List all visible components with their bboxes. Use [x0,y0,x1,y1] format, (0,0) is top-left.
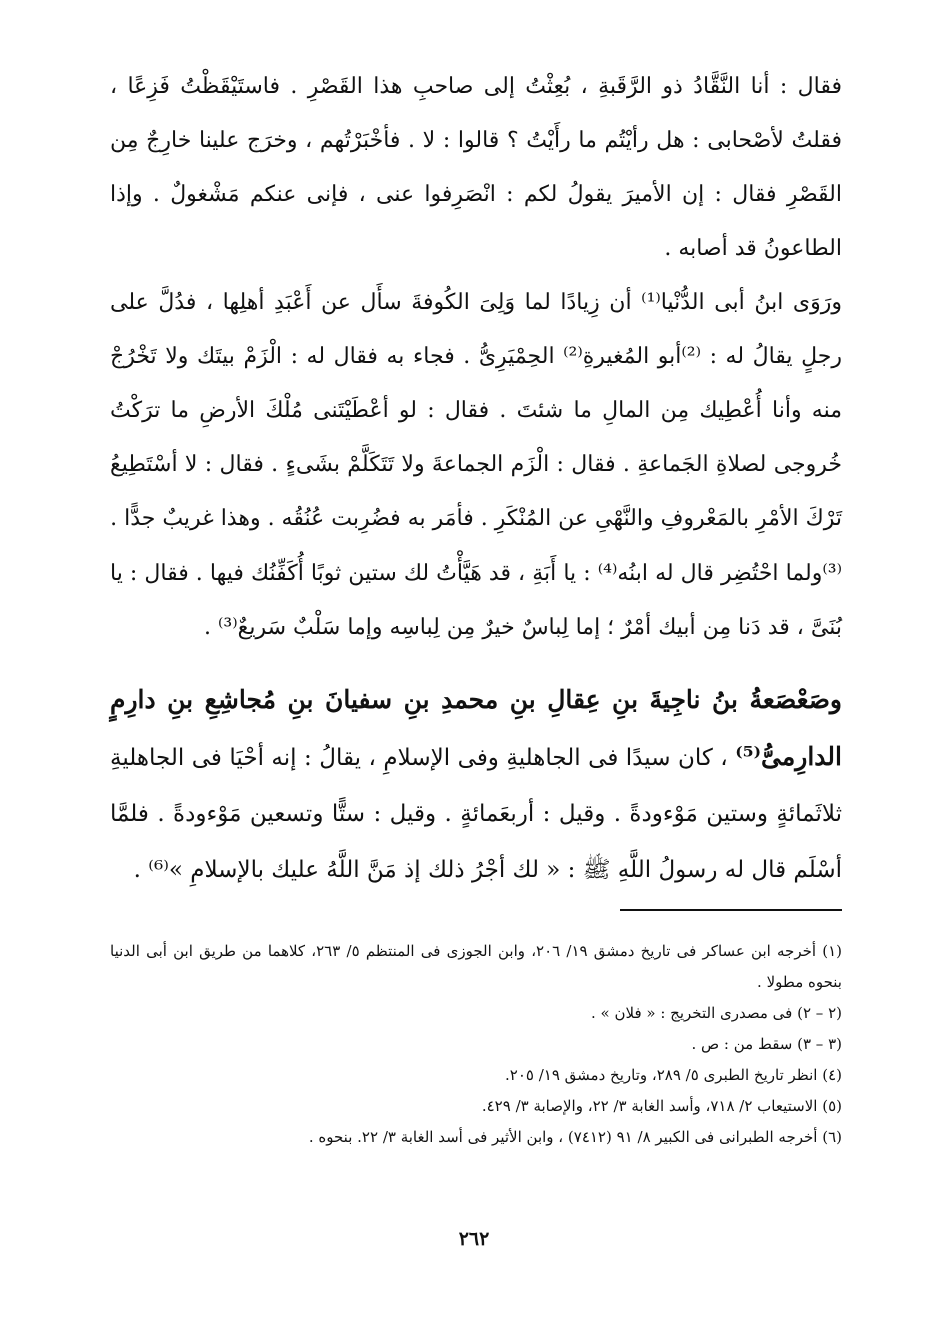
footnote-4: (٤) انظر تاريخ الطبرى ٥/ ٢٨٩، وتاريخ دمشق ١٩/ ٢٠٥. [504,1066,842,1084]
footnote-6: (٦) أخرجه الطبرانى فى الكبير ٨/ ٩١ (٧٤١٢) ، وابن الأثير فى أسد الغابة ٣/ ٢٢. بنحوه . [308,1128,842,1146]
footnote-separator [620,909,842,911]
paragraph-2: ورَوَى ابنُ أبى الدُّنْيا⁽¹⁾ أن زِيادًا لما وَلِىَ الكُوفةَ سأَل عن أَعْبَدِ أهلِها ، فدُلَّ على رجلٍ يقالُ له : ⁽²⁾أبو المُغيرةِ⁽²⁾ الحِمْيَرِىُّ . فجاء به فقال له : الْزَمْ بيتَك ولا تَخْرُجْ منه وأنا أُعْطِيك مِن المالِ ما شئتَ . فقال : لو أعْطَيْتَنى مُلْكَ الأرضِ ما ترَكْتُ خُروجى لصلاةِ الجَماعةِ . فقال : الْزَم الجماعةَ ولا تَتَكَلَّمْ بشَىءٍ . فقال : لا أسْتَطِيعُ تَرْكَ الأمْرِ بالمَعْروفِ والنَّهْىِ عن المُنْكَرِ . فأمَر به فضُرِبت عُنُقُه . وهذا غريبٌ جدًّا . [110,290,843,531]
footnote-2: (٢ – ٢) فى مصدرى التخريج : « فلان » . [591,1004,842,1022]
footnote-5: (٥) الاستيعاب ٢/ ٧١٨، وأسد الغابة ٣/ ٢٢، والإصابة ٣/ ٤٢٩. [481,1097,842,1115]
biography-body: ، كان سيدًا فى الجاهليةِ وفى الإسلامِ ، يقالُ : إنه أحْيَا فى الجاهليةِ ثلاثَمائةٍ وستين مَوْءودةً . وقيل : أربعَمائةٍ . وقيل : ستًّا وتسعين مَوْءودةً . فلمَّا أسْلَم قال له رسولُ اللَّهِ ﷺ : « لك أجْرُ ذلك إذ مَنَّ اللَّهُ عليك بالإسلامِ »⁽⁶⁾ . [110,745,842,883]
footnotes [110,936,842,1153]
paragraph-1: فقال : أنا النَّقَّادُ ذو الرَّقَبةِ ، بُعِثْتُ إلى صاحبِ هذا القَصْرِ . فاستَيْقَظْتُ فَزِعًا ، فقلتُ لأصْحابى : هل رأيْتُم ما رأَيْتُ ؟ قالوا : لا . فأخْبَرْتُهم ، وخرَج علينا خارِجٌ مِن القَصْرِ فقال : إن الأميرَ يقولُ لكم : انْصَرِفوا عنى ، فإنى عنكم مَشْغولٌ . وإذا الطاعونُ قد أصابه . [110,74,842,261]
footnote-1: (١) أخرجه ابن عساكر فى تاريخ دمشق ١٩/ ٢٠٦، وابن الجوزى فى المنتظم ٥/ ٢٦٣، كلاهما من طريق ابن أبى الدنيا بنحوه مطولا . [110,942,842,991]
biography-heading: وصَعْصَعةُ بنُ ناجِيةَ بنِ عِقالِ بنِ محمدِ بنِ سفيانَ بنِ مُجاشِعِ بنِ دارِمٍ الدارِمىُّ⁽⁵⁾ [110,685,842,771]
page-number: ٢٦٢ [458,1228,490,1250]
footnote-3: (٣ – ٣) سقط من : ص . [691,1035,842,1053]
paragraph-3: ⁽³⁾ولما احْتُضِر قال له ابنُه⁽⁴⁾ : يا أَبَةِ ، قد هَيَّأْتُ لك ستين ثوبًا أُكَفِّنُك فيها . فقال : يا بُنَىَّ ، قد دَنا مِن أبيك أمْرٌ ؛ إما لِباسٌ خيرٌ مِن لِباسِه وإما سَلْبٌ سَريعٌ⁽³⁾ . [110,561,842,640]
biography-entry [110,672,842,898]
